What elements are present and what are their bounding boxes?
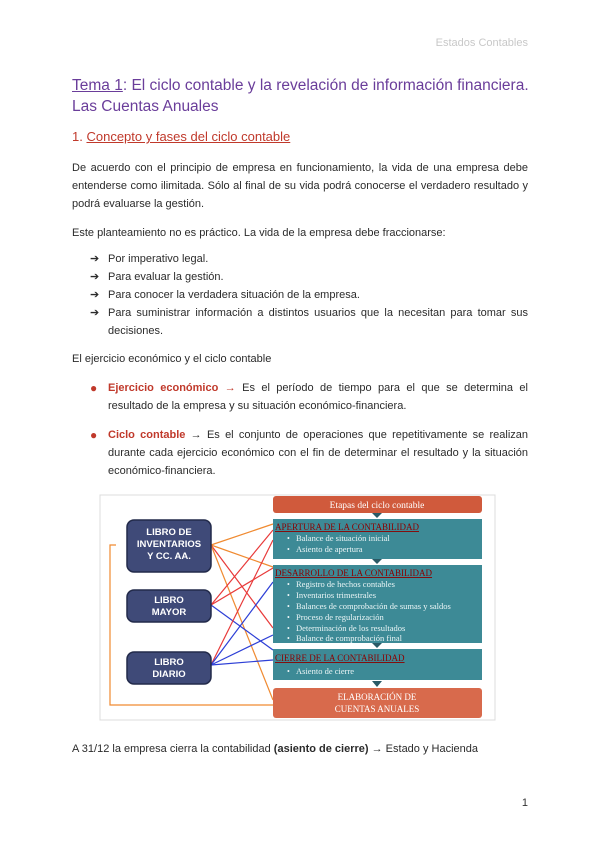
stages-header-label: Etapas del ciclo contable bbox=[329, 501, 425, 511]
stage-title: APERTURA DE LA CONTABILIDAD bbox=[275, 522, 419, 532]
book-label-line: LIBRO bbox=[154, 595, 184, 606]
stage-item: Asiento de cierre bbox=[296, 666, 355, 676]
arrow-icon: ➔ bbox=[90, 253, 100, 265]
stage-desarrollo bbox=[273, 565, 482, 643]
paragraph-3: El ejercicio económico y el ciclo contable bbox=[72, 353, 272, 365]
arrow-icon: ➔ bbox=[90, 289, 100, 301]
bullet-icon: ● bbox=[90, 428, 98, 442]
stage-item-bullet: • bbox=[287, 591, 290, 600]
book-diario bbox=[127, 652, 211, 684]
definition-text: Es el período de tiempo para el que se determina el resultado de la empresa y su situación económico-financiera. bbox=[108, 382, 528, 412]
book-inventarios bbox=[127, 520, 211, 572]
book-label-line: DIARIO bbox=[152, 669, 186, 680]
stage-item: Asiento de apertura bbox=[296, 544, 363, 554]
stage-item-bullet: • bbox=[287, 624, 290, 633]
title-line2: Las Cuentas Anuales bbox=[72, 98, 219, 115]
running-header: Estados Contables bbox=[435, 37, 528, 49]
closing-sentence: A 31/12 la empresa cierra la contabilidad (asiento de cierre) → Estado y Hacienda bbox=[72, 743, 479, 755]
title-tema: Tema 1 bbox=[72, 77, 123, 94]
book-label-line: INVENTARIOS bbox=[136, 539, 202, 550]
list-item: ➔ Para evaluar la gestión. bbox=[90, 268, 528, 286]
final-line: ELABORACIÓN DE bbox=[337, 692, 417, 702]
definition-text: → Es el conjunto de operaciones que repetitivamente se realizan durante cada ejercicio económico con el fin de determinar el resultado y la situación económico-financiera. bbox=[108, 429, 528, 477]
stage-item-bullet: • bbox=[287, 602, 290, 611]
final-line: CUENTAS ANUALES bbox=[334, 704, 420, 714]
book-label-line: LIBRO DE bbox=[146, 527, 192, 538]
definition-term: Ciclo contable bbox=[108, 429, 186, 441]
stage-item-bullet: • bbox=[287, 580, 290, 589]
list-item: ➔ Por imperativo legal. bbox=[90, 250, 528, 268]
definition-term: Ejercicio económico → bbox=[108, 382, 236, 394]
stage-title: CIERRE DE LA CONTABILIDAD bbox=[275, 653, 405, 663]
book-label-line: LIBRO bbox=[154, 657, 184, 668]
arrow-icon: ➔ bbox=[90, 271, 100, 283]
page-number: 1 bbox=[521, 797, 528, 809]
section-number: 1. bbox=[72, 129, 83, 144]
paragraph-2: Este planteamiento no es práctico. La vida de la empresa debe fraccionarse: bbox=[72, 227, 446, 239]
stage-item-bullet: • bbox=[287, 534, 290, 543]
arrow-icon: ➔ bbox=[90, 307, 100, 319]
stage-item-bullet: • bbox=[287, 634, 290, 643]
stage-item-bullet: • bbox=[287, 667, 290, 676]
book-label-line: MAYOR bbox=[151, 607, 187, 618]
stage-apertura bbox=[273, 519, 482, 559]
stage-title: DESARROLLO DE LA CONTABILIDAD bbox=[275, 568, 433, 578]
book-label-line: Y CC. AA. bbox=[147, 551, 191, 562]
stage-item: Determinación de los resultados bbox=[296, 623, 406, 633]
list-item: ➔ Para conocer la verdadera situación de la empresa. bbox=[90, 286, 528, 304]
stage-item: Balance de situación inicial bbox=[296, 533, 390, 543]
paragraph-1: De acuerdo con el principio de empresa en funcionamiento, la vida de una empresa debe entenderse como ilimitada. Sólo al final de su vida podrá conocerse el verdadero resultado y podrá evaluarse la gestión. bbox=[72, 162, 528, 210]
stage-item: Inventarios trimestrales bbox=[296, 590, 377, 600]
stage-final bbox=[273, 688, 482, 718]
list-item: ➔ Para suministrar información a distintos usuarios que la necesitan para tomar sus decisiones. bbox=[90, 304, 528, 340]
stage-item: Balances de comprobación de sumas y saldos bbox=[296, 601, 451, 611]
section-title: Concepto y fases del ciclo contable bbox=[86, 129, 291, 144]
stage-item: Registro de hechos contables bbox=[296, 579, 395, 589]
stage-item: Proceso de regularización bbox=[296, 612, 384, 622]
stages-header bbox=[273, 496, 482, 513]
stage-item-bullet: • bbox=[287, 545, 290, 554]
bullet-icon: ● bbox=[90, 381, 98, 395]
stage-item: Balance de comprobación final bbox=[296, 633, 402, 643]
title-rest: : El ciclo contable y la revelación de información financiera. bbox=[122, 77, 529, 94]
book-mayor bbox=[127, 590, 211, 622]
stage-item-bullet: • bbox=[287, 613, 290, 622]
stage-cierre bbox=[273, 649, 482, 680]
